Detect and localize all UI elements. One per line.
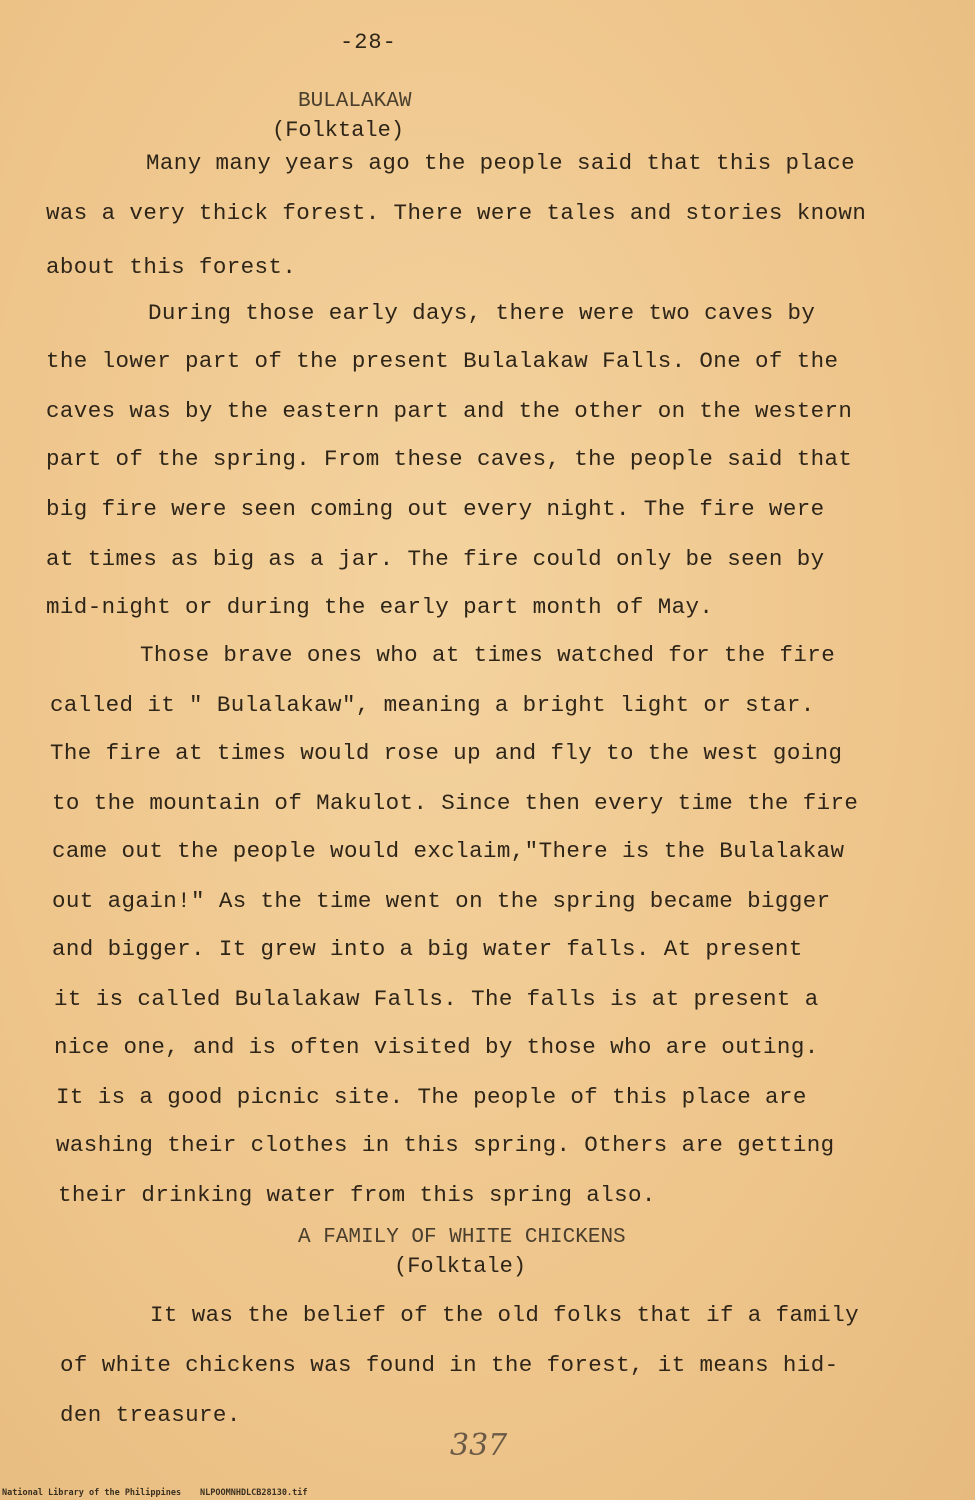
story1-line-19: nice one, and is often visited by those who are outing. (54, 1034, 819, 1060)
story1-line-15: came out the people would exclaim,"There is the Bulalakaw (52, 838, 845, 864)
story1-line-21: washing their clothes in this spring. Others are getting (56, 1132, 835, 1158)
story1-line-3: about this forest. (46, 254, 297, 280)
story1-line-5: the lower part of the present Bulalakaw Falls. One of the (46, 348, 839, 374)
story1-line-10: mid-night or during the early part month of May. (46, 594, 714, 620)
story1-line-14: to the mountain of Makulot. Since then every time the fire (52, 790, 859, 816)
story2-line-3: den treasure. (60, 1402, 241, 1428)
story2-line-2: of white chickens was found in the forest, it means hid- (60, 1352, 839, 1378)
story1-line-1: Many many years ago the people said that this place (146, 150, 856, 176)
story1-line-17: and bigger. It grew into a big water falls. At present (52, 936, 803, 962)
story1-line-16: out again!" As the time went on the spring became bigger (52, 888, 831, 914)
story1-line-18: it is called Bulalakaw Falls. The falls is at present a (54, 986, 819, 1012)
story1-subtitle: (Folktale) (272, 118, 405, 143)
footer-library-name: National Library of the Philippines (2, 1488, 182, 1498)
story1-line-7: part of the spring. From these caves, the people said that (46, 446, 853, 472)
story2-subtitle: (Folktale) (394, 1254, 527, 1279)
story1-line-12: called it " Bulalakaw", meaning a bright light or star. (50, 692, 815, 718)
handwritten-page-number: 337 (450, 1428, 508, 1463)
story1-line-11: Those brave ones who at times watched for the fire (140, 642, 836, 668)
story1-line-9: at times as big as a jar. The fire could only be seen by (46, 546, 825, 572)
story1-line-13: The fire at times would rose up and fly to the west going (50, 740, 843, 766)
story1-line-6: caves was by the eastern part and the other on the western (46, 398, 853, 424)
story1-line-4: During those early days, there were two caves by (148, 300, 816, 326)
story1-line-2: was a very thick forest. There were tales and stories known (46, 200, 867, 226)
footer-file-name: NLPOOMNHDLCB28130.tif (200, 1488, 308, 1498)
story2-line-1: It was the belief of the old folks that if a family (150, 1302, 860, 1328)
page-number: -28- (340, 30, 397, 55)
story2-title: A FAMILY OF WHITE CHICKENS (298, 1226, 626, 1249)
story1-line-20: It is a good picnic site. The people of this place are (56, 1084, 807, 1110)
story1-line-22: their drinking water from this spring also. (58, 1182, 656, 1208)
story1-title: BULALAKAW (298, 90, 412, 113)
story1-line-8: big fire were seen coming out every night. The fire were (46, 496, 825, 522)
